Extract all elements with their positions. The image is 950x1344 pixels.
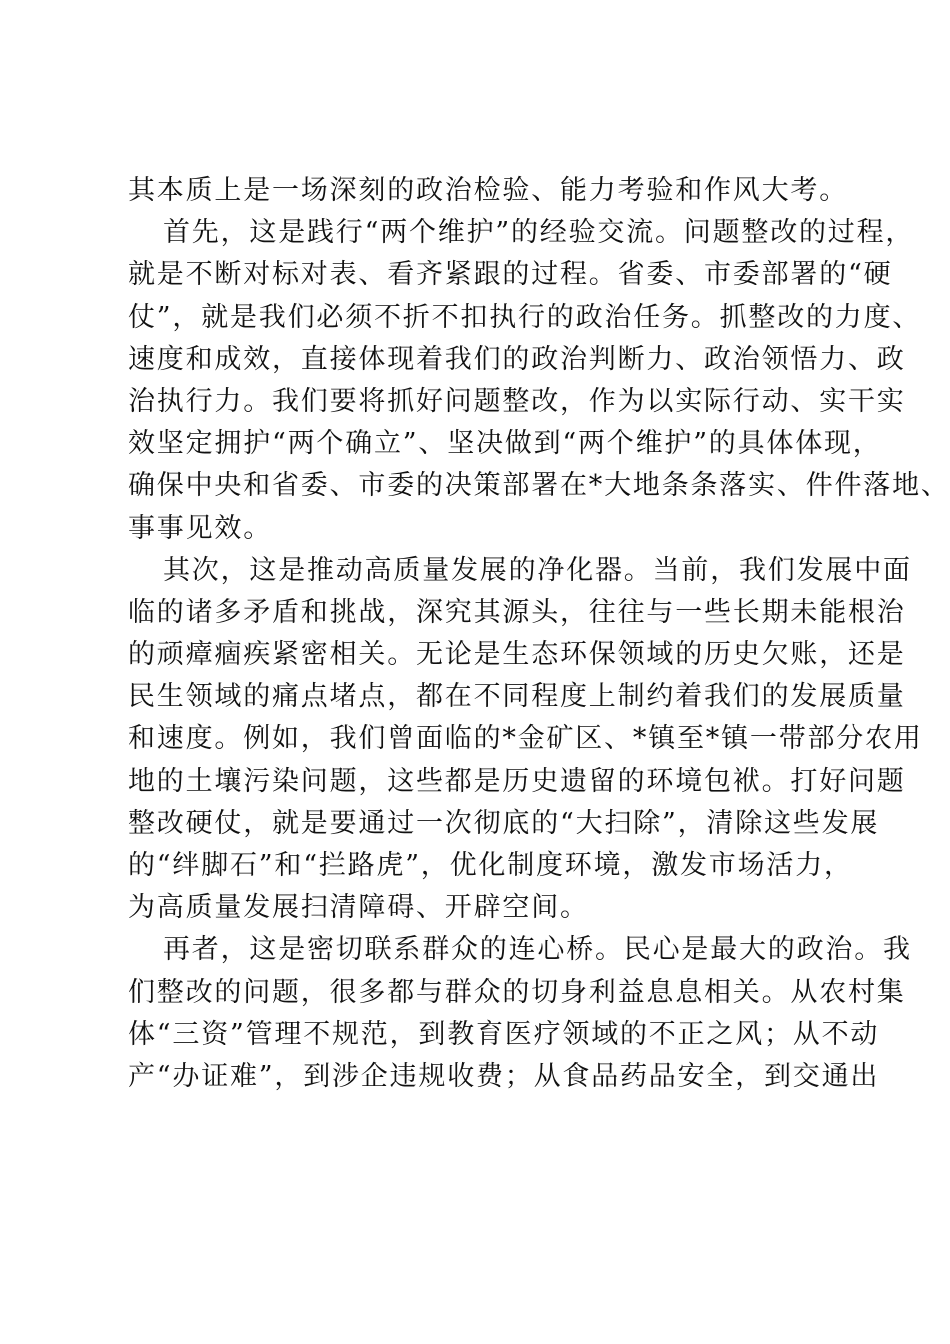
text-line: 为高质量发展扫清障碍、开辟空间。	[128, 892, 589, 924]
text-line: 地的土壤污染问题，这些都是历史遗留的环境包袱。打好问题	[128, 765, 906, 797]
text-line: 临的诸多矛盾和挑战，深究其源头，往往与一些长期未能根治	[128, 596, 906, 628]
text-line: 仗”，就是我们必须不折不扣执行的政治任务。抓整改的力度、	[128, 301, 922, 333]
text-line: 整改硬仗，就是要通过一次彻底的“大扫除”，清除这些发展	[128, 807, 880, 839]
text-line: 体“三资”管理不规范，到教育医疗领域的不正之风；从不动	[128, 1018, 880, 1050]
text-line: 事事见效。	[128, 512, 272, 544]
text-line: 确保中央和省委、市委的决策部署在*大地条条落实、件件落地、	[128, 470, 950, 502]
text-line: 就是不断对标对表、看齐紧跟的过程。省委、市委部署的“硬	[128, 259, 893, 291]
text-line: 再者，这是密切联系群众的连心桥。民心是最大的政治。我	[163, 934, 912, 966]
text-line: 其本质上是一场深刻的政治检验、能力考验和作风大考。	[128, 175, 848, 206]
text-line: 治执行力。我们要将抓好问题整改，作为以实际行动、实干实	[128, 385, 906, 417]
text-line: 和速度。例如，我们曾面临的*金矿区、*镇至*镇一带部分农用	[128, 723, 923, 755]
text-line: 的顽瘴痼疾紧密相关。无论是生态环保领域的历史欠账，还是	[128, 639, 906, 671]
text-line: 民生领域的痛点堵点，都在不同程度上制约着我们的发展质量	[128, 681, 906, 713]
document-body	[128, 170, 950, 1098]
paragraph-second-point	[128, 550, 923, 930]
paragraph-continuation	[128, 170, 848, 212]
paragraph-first-point	[128, 212, 950, 550]
text-line: 们整改的问题，很多都与群众的切身利益息息相关。从农村集	[128, 976, 906, 1008]
text-line: 首先，这是践行“两个维护”的经验交流。问题整改的过程，	[163, 217, 915, 249]
text-line: 其次，这是推动高质量发展的净化器。当前，我们发展中面	[163, 554, 912, 586]
paragraph-third-point	[128, 929, 912, 1098]
text-line: 速度和成效，直接体现着我们的政治判断力、政治领悟力、政	[128, 343, 906, 375]
text-line: 产“办证难”，到涉企违规收费；从食品药品安全，到交通出	[128, 1060, 880, 1092]
text-line: 效坚定拥护“两个确立”、坚决做到“两个维护”的具体体现，	[128, 428, 882, 460]
text-line: 的“绊脚石”和“拦路虎”，优化制度环境，激发市场活力，	[128, 850, 853, 881]
